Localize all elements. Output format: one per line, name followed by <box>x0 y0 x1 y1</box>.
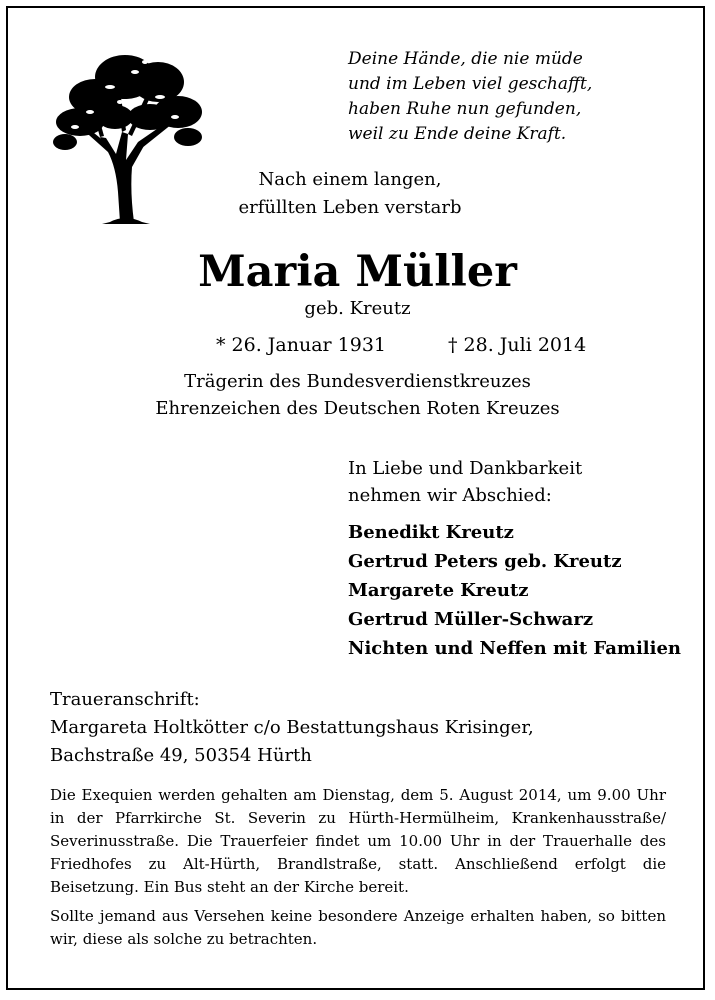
poem <box>348 47 592 147</box>
farewell-line: nehmen wir Abschied: <box>348 485 552 506</box>
mourner-name: Benedikt Kreutz <box>348 522 514 543</box>
mourner-name: Nichten und Neffen mit Familien <box>348 638 681 659</box>
intro-text <box>200 166 500 222</box>
birth-date: * 26. Januar 1931 <box>216 334 387 356</box>
mourner-name: Margarete Kreutz <box>348 580 529 601</box>
born-name: geb. Kreutz <box>304 298 411 319</box>
service-info <box>50 784 666 957</box>
tree-icon <box>50 42 210 227</box>
deceased-name: Maria Müller <box>198 247 517 297</box>
farewell-line: In Liebe und Dankbarkeit <box>348 458 583 479</box>
death-date: † 28. Juli 2014 <box>448 334 587 356</box>
service-paragraph: Die Exequien werden gehalten am Dienstag, dem 5. August 2014, um 9.00 Uhr in der Pfarrkirche St. Severin zu Hürth-Hermülheim, Krankenhausstraße/ Severinusstraße. Die Trauerfeier findet um 10.00 Uhr in der Trauerhalle des Friedhofes zu Alt-Hürth, Brandlstraße, statt. Anschließend erfolgt die Beisetzung. Ein Bus steht an der Kirche bereit. <box>50 786 666 896</box>
mourner-name: Gertrud Müller-Schwarz <box>348 609 594 630</box>
address-label: Traueranschrift: <box>50 689 200 710</box>
mourners-list <box>348 518 681 663</box>
mourning-address <box>50 686 534 770</box>
farewell-text <box>348 455 582 509</box>
honor-item: Trägerin des Bundesverdienstkreuzes <box>184 371 531 392</box>
honors <box>0 368 715 422</box>
address-line: Bachstraße 49, 50354 Hürth <box>50 745 312 766</box>
intro-line: erfüllten Leben verstarb <box>238 197 462 218</box>
poem-line: und im Leben viel geschafft, <box>348 74 593 94</box>
poem-line: weil zu Ende deine Kraft. <box>348 124 567 144</box>
mourner-name: Gertrud Peters geb. Kreutz <box>348 551 622 572</box>
poem-line: Deine Hände, die nie müde <box>348 49 583 69</box>
intro-line: Nach einem langen, <box>258 169 442 190</box>
poem-line: haben Ruhe nun gefunden, <box>348 99 582 119</box>
address-line: Margareta Holtkötter c/o Bestattungshaus Krisinger, <box>50 717 534 738</box>
notice-paragraph: Sollte jemand aus Versehen keine besondere Anzeige erhalten haben, so bitten wir, diese als solche zu betrachten. <box>50 907 666 948</box>
honor-item: Ehrenzeichen des Deutschen Roten Kreuzes <box>155 398 560 419</box>
